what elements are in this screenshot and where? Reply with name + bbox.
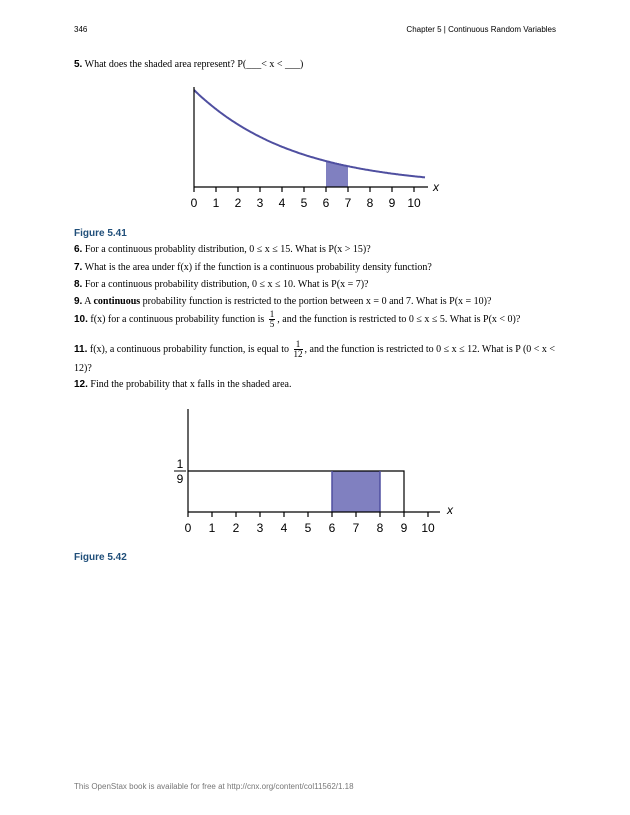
question-text: For a continuous probablity distribution, 0 ≤ x ≤ 15. What is P(x > 15)? bbox=[84, 244, 371, 255]
height-label-denominator: 9 bbox=[176, 472, 184, 486]
density-curve bbox=[194, 90, 425, 177]
question-number: 5. bbox=[74, 59, 83, 70]
question-number: 7. bbox=[74, 262, 83, 273]
fraction-numerator: 1 bbox=[269, 309, 275, 319]
fraction-denominator: 5 bbox=[269, 319, 275, 329]
x-tick-label: 2 bbox=[232, 521, 240, 534]
page-number: 346 bbox=[74, 25, 88, 34]
fraction-numerator: 1 bbox=[294, 340, 303, 350]
x-tick-label: 1 bbox=[208, 521, 216, 534]
question-text-pre: f(x), a continuous probability function, is equal to bbox=[89, 344, 289, 355]
question-5 bbox=[74, 58, 559, 72]
question-text-post: probability function is restricted to the portion between x = 0 and 7. What is P(x = 10)? bbox=[142, 296, 492, 307]
question-text-post: , and the function is restricted to 0 ≤ x ≤ 5. What is P(x < 0)? bbox=[277, 313, 521, 325]
x-tick-label: 8 bbox=[366, 196, 374, 210]
question-number: 12. bbox=[74, 379, 88, 390]
x-tick-label: 3 bbox=[256, 196, 264, 210]
question-6 bbox=[74, 243, 559, 257]
shaded-area bbox=[332, 471, 380, 512]
question-text-pre: f(x) for a continuous probability function is bbox=[90, 313, 265, 325]
figure-5-41-chart bbox=[180, 82, 450, 212]
height-label-numerator: 1 bbox=[176, 457, 184, 471]
question-12 bbox=[74, 378, 559, 392]
question-text: Find the probability that x falls in the shaded area. bbox=[90, 379, 292, 390]
footer-text: This OpenStax book is available for free at http://cnx.org/content/col11562/1.18 bbox=[74, 782, 354, 791]
question-text-pre: A bbox=[84, 296, 91, 307]
x-tick-label: 3 bbox=[256, 521, 264, 534]
figure-5-42-chart bbox=[170, 404, 470, 534]
chapter-title: Chapter 5 | Continuous Random Variables bbox=[406, 25, 556, 34]
question-number: 10. bbox=[74, 313, 88, 325]
question-9 bbox=[74, 295, 559, 309]
figure-5-41-caption: Figure 5.41 bbox=[74, 228, 127, 239]
question-8 bbox=[74, 278, 559, 292]
figure-5-42-caption: Figure 5.42 bbox=[74, 552, 127, 563]
x-axis-label: x bbox=[433, 180, 439, 194]
question-number: 9. bbox=[74, 296, 83, 307]
x-tick-label: 10 bbox=[421, 521, 435, 534]
x-tick-label: 4 bbox=[278, 196, 286, 210]
x-tick-label: 7 bbox=[352, 521, 360, 534]
question-number: 8. bbox=[74, 279, 83, 290]
x-tick-label: 1 bbox=[212, 196, 220, 210]
question-text-post: , and the function is restricted to 0 ≤ x ≤ 12. What is P (0 < x < 12)? bbox=[74, 344, 556, 375]
x-tick-label: 6 bbox=[322, 196, 330, 210]
question-text: What is the area under f(x) if the function is a continuous probability density function? bbox=[84, 262, 432, 273]
question-10 bbox=[74, 310, 559, 329]
x-tick-label: 0 bbox=[190, 196, 198, 210]
x-tick-label: 5 bbox=[304, 521, 312, 534]
question-text: For a continuous probability distribution, 0 ≤ x ≤ 10. What is P(x = 7)? bbox=[84, 279, 369, 290]
question-11 bbox=[74, 340, 559, 378]
question-7 bbox=[74, 261, 559, 275]
x-tick-label: 7 bbox=[344, 196, 352, 210]
fraction bbox=[269, 310, 276, 329]
x-tick-label: 5 bbox=[300, 196, 308, 210]
x-tick-label: 9 bbox=[400, 521, 408, 534]
question-text: What does the shaded area represent? P(___< x < ___) bbox=[84, 59, 304, 70]
x-tick-label: 10 bbox=[407, 196, 421, 210]
fraction bbox=[294, 340, 303, 359]
x-tick-label: 0 bbox=[184, 521, 192, 534]
question-text-bold: continuous bbox=[93, 296, 141, 307]
question-number: 11. bbox=[74, 344, 88, 355]
x-axis-label: x bbox=[447, 503, 453, 517]
x-tick-label: 4 bbox=[280, 521, 288, 534]
fraction-denominator: 12 bbox=[293, 349, 303, 360]
x-tick-label: 8 bbox=[376, 521, 384, 534]
x-tick-label: 6 bbox=[328, 521, 336, 534]
x-tick-label: 9 bbox=[388, 196, 396, 210]
x-tick-label: 2 bbox=[234, 196, 242, 210]
question-number: 6. bbox=[74, 244, 83, 255]
